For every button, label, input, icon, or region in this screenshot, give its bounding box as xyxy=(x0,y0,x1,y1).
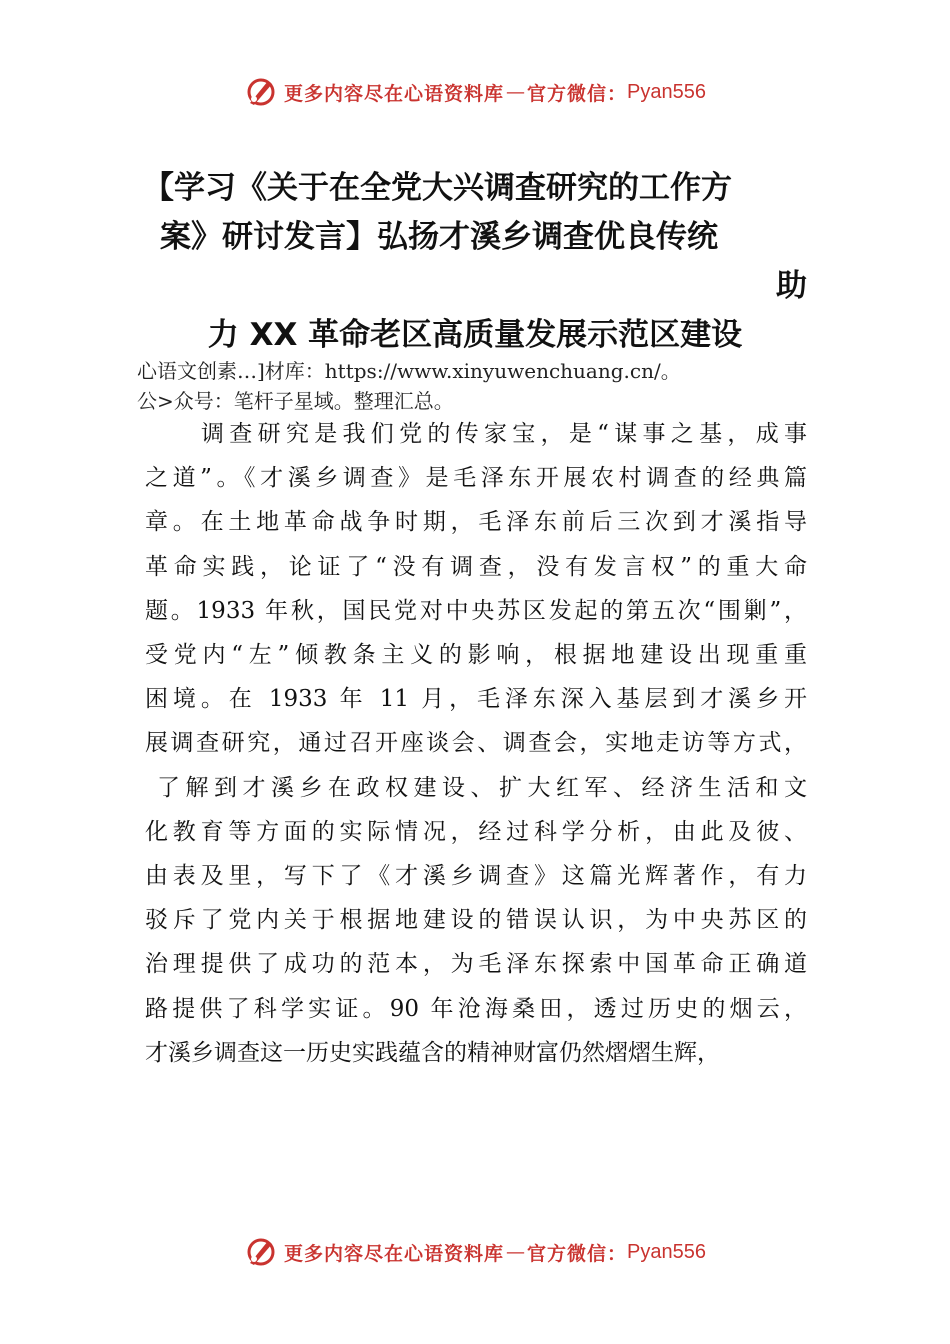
watermark-separator: — xyxy=(506,81,526,103)
body-line: 驳斥了党内关于根据地建设的错误认识，为中央苏区的 xyxy=(145,907,807,934)
body-line: 革命实践，论证了“没有调查，没有发言权”的重大命 xyxy=(145,553,807,580)
header-watermark xyxy=(0,72,950,112)
body-line: 题。1933 年秋，国民党对中央苏区发起的第五次“围剿”， xyxy=(145,597,807,624)
watermark-code: Pyan556 xyxy=(627,80,706,103)
source-line: 心语文创素…]材库：https://www.xinyuwenchuang.cn/。 xyxy=(137,359,681,383)
title-line: 力 XX 革命老区高质量发展示范区建设 xyxy=(207,317,743,353)
body-line: 才溪乡调查这一历史实践蕴含的精神财富仍然熠熠生辉， xyxy=(145,1039,720,1066)
red-ink-pen-logo-icon xyxy=(244,1235,278,1269)
body-line: 治理提供了成功的范本，为毛泽东探索中国革命正确道 xyxy=(145,951,807,978)
body-line: 章。在土地革命战争时期，毛泽东前后三次到才溪指导 xyxy=(145,509,807,536)
source-line: 公>众号：笔杆子星域。整理汇总。 xyxy=(137,389,454,413)
body-line: 化教育等方面的实际情况，经过科学分析，由此及彼、 xyxy=(145,818,807,845)
body-line: 路提供了科学实证。90 年沧海桑田，透过历史的烟云， xyxy=(145,995,807,1022)
red-ink-pen-logo-icon xyxy=(244,75,278,109)
document-title xyxy=(143,164,807,360)
body-line: 受党内“左”倾教条主义的影响，根据地建设出现重重 xyxy=(145,642,807,669)
body-paragraph xyxy=(145,412,807,1075)
body-line: 之道”。《才溪乡调查》是毛泽东开展农村调查的经典篇 xyxy=(145,465,807,492)
title-line: 助 xyxy=(776,268,807,304)
body-line: 由表及里，写下了《才溪乡调查》这篇光辉著作，有力 xyxy=(145,863,807,890)
title-line: 【学习《关于在全党大兴调查研究的工作方 xyxy=(143,170,732,206)
title-line: 案》研讨发言】弘扬才溪乡调查优良传统 xyxy=(160,219,718,255)
body-line: 困境。在 1933 年 11 月，毛泽东深入基层到才溪乡开 xyxy=(145,686,807,713)
watermark-text: 更多内容尽在心语资料库 xyxy=(284,82,505,105)
watermark-separator: — xyxy=(506,1241,526,1263)
body-line: 调查研究是我们党的传家宝，是“谋事之基，成事 xyxy=(201,421,807,447)
watermark-label: 官方微信： xyxy=(527,82,628,105)
body-line: 展调查研究，通过召开座谈会、调查会，实地走访等方式， xyxy=(145,730,807,757)
watermark-text: 更多内容尽在心语资料库 xyxy=(284,1242,505,1265)
body-line: 了解到才溪乡在政权建设、扩大红军、经济生活和文 xyxy=(157,774,807,801)
watermark-code: Pyan556 xyxy=(627,1240,706,1263)
watermark-label: 官方微信： xyxy=(527,1242,628,1265)
source-note xyxy=(137,356,837,416)
footer-watermark xyxy=(0,1232,950,1272)
